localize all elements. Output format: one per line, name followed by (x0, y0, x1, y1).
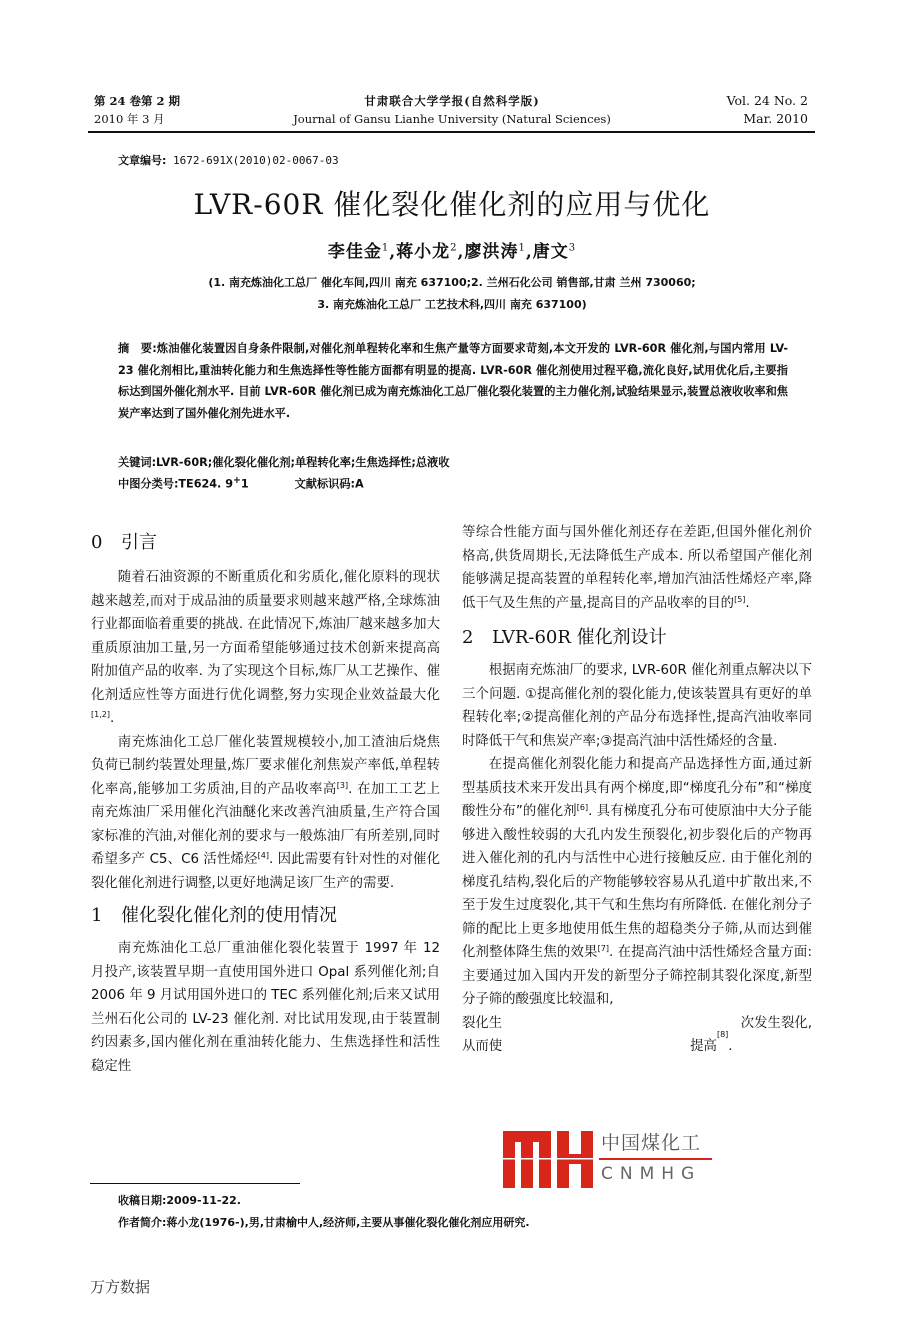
citation: [1,2] (91, 710, 110, 719)
citation: [7] (597, 944, 609, 953)
paragraph-text: 南充炼油化工总厂重油催化裂化装置于 1997 年 12 月投产,该装置早期一直使用国外进口 Opal 系列催化剂;自 2006 年 9 月试用国外进口的 TEC 系列催化剂;后来又试用兰州石化公司的 LV-23 催化剂. 对比试用发现,由于装置制约因素多,国内催化剂在重油转化能力、生焦选择性和活性稳定性 (91, 941, 440, 1074)
abstract (118, 338, 788, 424)
author: 蒋小龙 (396, 242, 451, 262)
right-column (462, 521, 812, 1059)
header-rule (88, 131, 815, 133)
abstract-text: 炼油催化装置因自身条件限制,对催化剂单程转化率和生焦产量等方面要求苛刻,本文开发的 LVR-60R 催化剂,与国内常用 LV-23 催化剂相比,重油转化能力和生焦选择性等性能方面都有明显的提高. LVR-60R 催化剂使用过程平稳,流化良好,试用优化后,主要指标达到国外催化剂水平. 目前 LVR-60R 催化剂已成为南充炼油化工总厂催化裂化装置的主力催化剂,试验结果显示,装置总液收收率和焦炭产率达到了国外催化剂先进水平. (118, 342, 788, 420)
section-number: 2 (462, 627, 474, 648)
footnote-rule (90, 1183, 300, 1184)
paragraph-text: 根据南充炼油厂的要求, LVR-60R 催化剂重点解决以下三个问题. ①提高催化剂的裂化能力,使该装置具有更好的单程转化率;②提高催化剂的产品分布选择性,提高汽油收率同时降低干气和焦炭产率;③提高汽油中活性烯烃的含量. (462, 663, 812, 749)
keywords (118, 454, 449, 470)
keywords-label: 关键词: (118, 456, 157, 469)
header-volume-cn: 第 24 卷第 2 期 (94, 94, 181, 108)
paragraph (462, 753, 812, 1012)
section-title: LVR-60R 催化剂设计 (492, 627, 667, 648)
clc-sup: + (232, 475, 241, 486)
watermark-cn-text: 中国煤化工 (601, 1132, 702, 1154)
doc-code-value: A (355, 477, 364, 491)
paragraph-text: . 在提高汽油中活性烯烃含量方面:主要通过加入国内开发的新型分子筛控制其裂化深度,新型分子筛的酸强度比较温和, (462, 945, 812, 1007)
abstract-label: 摘 要: (118, 342, 157, 355)
citation: [5] (734, 594, 746, 604)
section-title: 催化裂化催化剂的使用情况 (121, 905, 337, 926)
watermark-rule (599, 1158, 712, 1160)
watermark-en-text: CNMHG (601, 1164, 702, 1184)
author-separator: , (525, 242, 533, 262)
header-journal-cn: 甘肃联合大学学报(自然科学版) (364, 94, 540, 108)
paragraph (91, 937, 440, 1078)
left-column (91, 528, 440, 1078)
paragraph (91, 731, 440, 896)
author-affiliation-mark: 1 (518, 242, 526, 254)
paragraph-text: 裂化生 (462, 1015, 503, 1031)
section-number: 1 (91, 905, 103, 926)
section-heading-1 (91, 901, 440, 931)
header-date-cn: 2010 年 3 月 (94, 112, 165, 126)
paragraph-text: 提高 (690, 1039, 717, 1054)
paragraph-line-obscured (462, 1030, 812, 1059)
paragraph-text: 随着石油资源的不断重质化和劣质化,催化原料的现状越来越差,而对于成品油的质量要求则越来越严格,全球炼油行业都面临着重要的挑战. 在此情况下,炼油厂越来越多加大重质原油加工量,另一方面希望能够通过技术创新来提高高附加值产品的收率. 为了实现这个目标,炼厂从工艺操作、催化剂适应性等方面进行优化调整,努力实现企业效益最大化 (91, 570, 440, 703)
paragraph-text: 从而使 (462, 1039, 503, 1054)
author: 廖洪涛 (464, 242, 519, 262)
header-journal-en: Journal of Gansu Lianhe University (Natural Sciences) (293, 112, 611, 126)
author-affiliation-mark: 1 (381, 242, 390, 254)
paragraph-text: . 具有梯度孔分布可使原油中大分子能够进入酸性较弱的大孔内发生预裂化,初步裂化后的产物再进入催化剂的孔内与活性中心进行接触反应. 由于催化剂的梯度孔结构,裂化后的产物能够较容易从孔道中扩散出来,不至于发生过度裂化,其干气和生焦均有所降低. 在催化剂分子筛的配比上更多地使用低生焦的超稳类分子筛,从而达到催化剂整体降生焦的效果 (462, 804, 813, 960)
section-title: 引言 (121, 532, 157, 553)
author-affiliation-mark: 2 (450, 242, 458, 254)
bio-label: 作者简介: (118, 1216, 167, 1229)
clc-label: 中图分类号: (118, 477, 179, 491)
citation: [8] (716, 1030, 729, 1039)
paragraph (91, 566, 440, 731)
author: 唐文 (532, 242, 569, 262)
affiliation-line: 3. 南充炼油化工总厂 工艺技术科,四川 南充 637100) (317, 298, 587, 311)
received-label: 收稿日期: (118, 1194, 167, 1207)
citation: [4] (257, 851, 269, 860)
paragraph-text: . 因此需要有针对性的对催化裂化催化剂进行调整,以更好地满足该厂生产的需要. (91, 852, 440, 891)
article-number-label: 文章编号: (118, 154, 167, 167)
affiliation-line: (1. 南充炼油化工总厂 催化车间,四川 南充 637100;2. 兰州石化公司 销售部,甘肃 兰州 730060; (208, 276, 696, 289)
watermark-logo (503, 1131, 713, 1191)
header-date-en: Mar. 2010 (743, 111, 808, 126)
paragraph-end: . (745, 595, 750, 611)
paragraph-line-obscured (462, 1012, 812, 1036)
cnmhg-logo-icon (503, 1131, 593, 1188)
section-heading-0 (91, 528, 440, 558)
author: 李佳金 (327, 242, 382, 262)
classification (118, 475, 364, 492)
article-number (118, 152, 339, 168)
clc-value-tail: 1 (240, 477, 249, 491)
received-value: 2009-11-22. (166, 1194, 241, 1207)
paragraph-end: . (728, 1039, 733, 1054)
paper-title: LVR-60R 催化裂化催化剂的应用与优化 (193, 188, 711, 221)
paragraph-text: . 在加工工艺上南充炼油厂采用催化汽油醚化来改善汽油质量,生产符合国家标准的汽油,对催化剂的要求与一般炼油厂有所差别,同时希望多产 C5、C6 活性烯烃 (91, 781, 440, 867)
paragraph-text: 在提高催化剂裂化能力和提高产品选择性方面,通过新型基质技术来开发出具有两个梯度,即“梯度孔分布”和“梯度酸性分布”的催化剂 (462, 757, 812, 819)
section-number: 0 (91, 532, 103, 553)
author-affiliation-mark: 3 (568, 242, 577, 254)
article-number-value: 1672-691X(2010)02-0067-03 (173, 154, 339, 167)
paragraph-end: . (109, 711, 115, 726)
paragraph-text: 南充炼油化工总厂催化装置规模较小,加工渣油后烧焦负荷已制约装置处理量,炼厂要求催化剂焦炭产率低,单程转化率高,能够加工劣质油,目的产品收率高 (91, 734, 440, 797)
citation: [3] (336, 780, 349, 790)
section-heading-2 (462, 623, 812, 653)
author-list (0, 237, 904, 262)
header-volume-en-block (727, 92, 808, 128)
citation: [6] (576, 803, 589, 812)
bio-value: 蒋小龙(1976-),男,甘肃榆中人,经济师,主要从事催化裂化催化剂应用研究. (166, 1216, 530, 1229)
header-volume-en: Vol. 24 No. 2 (726, 93, 808, 108)
received-date (118, 1192, 241, 1208)
author-separator: , (457, 242, 465, 262)
keywords-text: LVR-60R;催化裂化催化剂;单程转化率;生焦选择性;总液收 (156, 456, 450, 469)
author-separator: , (389, 242, 397, 262)
source-mark: 万方数据 (90, 1278, 151, 1296)
paragraph (462, 659, 812, 753)
clc-value: TE624. 9 (178, 477, 233, 491)
paragraph-continued (462, 521, 812, 615)
paragraph-text: 等综合性能方面与国外催化剂还存在差距,但国外催化剂价格高,供货周期长,无法降低生产成本. 所以希望国产催化剂能够满足提高装置的单程转化率,增加汽油活性烯烃产率,降低干气及生焦的产量,提高目的产品收率的目的 (462, 525, 812, 611)
author-bio (118, 1214, 530, 1230)
paragraph-text: 次发生裂化, (740, 1015, 812, 1031)
doc-code-label: 文献标识码: (294, 477, 356, 491)
